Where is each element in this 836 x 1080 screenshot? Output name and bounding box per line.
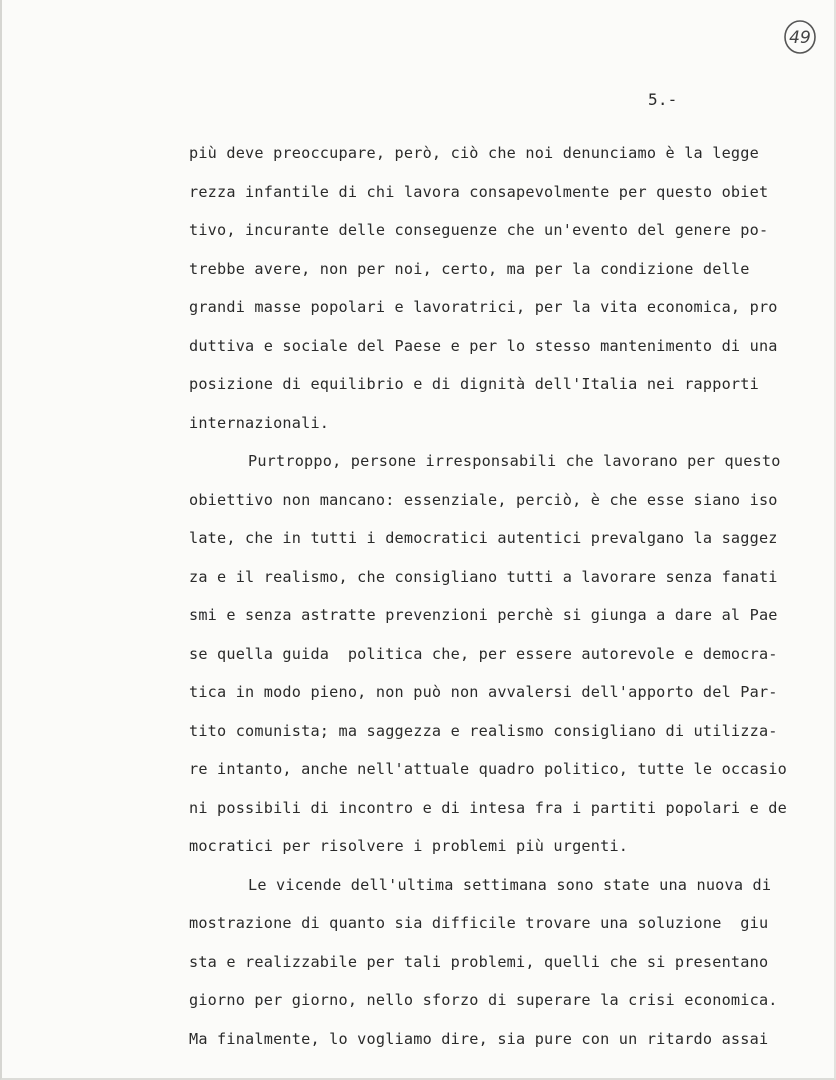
- typed-text-body: [189, 134, 829, 1058]
- text-line: smi e senza astratte prevenzioni perchè si giunga a dare al Pae: [189, 606, 778, 624]
- archive-stamp-circle: [783, 19, 817, 55]
- text-line: Purtroppo, persone irresponsabili che lavorano per questo: [248, 452, 781, 470]
- text-line: posizione di equilibrio e di dignità dell'Italia nei rapporti: [189, 375, 759, 393]
- text-line: Ma finalmente, lo vogliamo dire, sia pure con un ritardo assai: [189, 1029, 769, 1048]
- archive-stamp: [783, 19, 817, 55]
- text-line: più deve preoccupare, però, ciò che noi denunciamo è la legge: [189, 144, 759, 162]
- text-line: za e il realismo, che consigliano tutti a lavorare senza fanati: [189, 567, 778, 586]
- text-line: rezza infantile di chi lavora consapevolmente per questo obiet: [189, 182, 769, 201]
- text-line: re intanto, anche nell'attuale quadro politico, tutte le occasio: [189, 760, 787, 778]
- text-line: trebbe avere, non per noi, certo, ma per la condizione delle: [189, 259, 750, 278]
- text-line: internazionali.: [189, 413, 330, 432]
- text-line: sta e realizzabile per tali problemi, quelli che si presentano: [189, 952, 769, 971]
- text-line: se quella guida politica che, per essere autorevole e democra-: [189, 644, 778, 663]
- text-line: tica in modo pieno, non può non avvalersi dell'apporto del Par-: [189, 683, 778, 701]
- text-line: giorno per giorno, nello sforzo di superare la crisi economica.: [189, 991, 778, 1009]
- text-line: Le vicende dell'ultima settimana sono state una nuova di: [248, 875, 772, 894]
- text-line: duttiva e sociale del Paese e per lo stesso mantenimento di una: [189, 336, 778, 355]
- text-line: ni possibili di incontro e di intesa fra i partiti popolari e de: [189, 798, 787, 817]
- text-line: mostrazione di quanto sia difficile trovare una soluzione giu: [189, 914, 769, 932]
- text-line: tito comunista; ma saggezza e realismo consigliano di utilizza-: [189, 721, 778, 740]
- text-line: tivo, incurante delle conseguenze che un'evento del genere po-: [189, 221, 769, 239]
- text-line: obiettivo non mancano: essenziale, perciò, è che esse siano iso: [189, 490, 778, 509]
- text-line: mocratici per risolvere i problemi più urgenti.: [189, 837, 629, 855]
- page-number: 5.-: [648, 90, 678, 109]
- text-line: grandi masse popolari e lavoratrici, per la vita economica, pro: [189, 298, 778, 316]
- text-line: late, che in tutti i democratici autentici prevalgano la saggez: [189, 529, 778, 547]
- archive-number-text: 49: [789, 28, 811, 48]
